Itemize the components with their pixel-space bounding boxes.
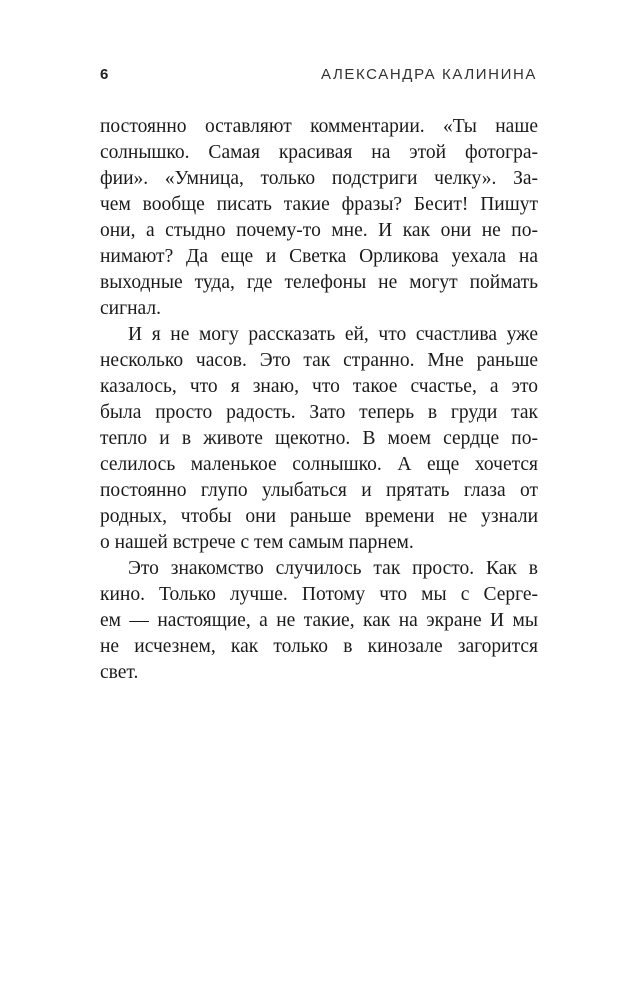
text-line: тепло и в животе щекотно. В моем сердце по- [100, 428, 538, 449]
text-line: Это знакомство случилось так просто. Как в [128, 558, 538, 579]
text-line: И я не могу рассказать ей, что счастлива уже [128, 324, 538, 345]
text-line: фии». «Умница, только подстриги челку». За- [100, 168, 538, 189]
text-line: казалось, что я знаю, что такое счастье, а это [100, 376, 538, 397]
text-line: родных, чтобы они раньше времени не узнали [100, 506, 538, 527]
text-line: свет. [100, 662, 139, 683]
text-line: солнышко. Самая красивая на этой фотогра- [100, 142, 538, 163]
text-line: селилось маленькое солнышко. А еще хочется [100, 454, 538, 475]
text-line: чем вообще писать такие фразы? Бесит! Пишут [100, 194, 538, 215]
paragraph [100, 556, 538, 686]
text-line: нимают? Да еще и Светка Орликова уехала на [100, 246, 538, 267]
page-number: 6 [100, 66, 109, 83]
body-text [100, 114, 538, 686]
text-line: кино. Только лучше. Потому что мы с Серге- [100, 584, 538, 605]
text-line: ем — настоящие, а не такие, как на экране И мы [100, 610, 538, 631]
text-line: была просто радость. Зато теперь в груди так [100, 402, 538, 423]
text-line: несколько часов. Это так странно. Мне раньше [100, 350, 538, 371]
text-line: выходные туда, где телефоны не могут поймать [100, 272, 538, 293]
running-head-author: АЛЕКСАНДРА КАЛИНИНА [321, 66, 537, 83]
text-line: постоянно глупо улыбаться и прятать глаза от [100, 480, 538, 501]
text-line: сигнал. [100, 298, 161, 319]
paragraph [100, 114, 538, 322]
text-line: не исчезнем, как только в кинозале загорится [100, 636, 538, 657]
paragraph [100, 322, 538, 556]
text-line: о нашей встрече с тем самым парнем. [100, 532, 414, 553]
text-line: постоянно оставляют комментарии. «Ты наше [100, 116, 538, 137]
page-header [100, 66, 537, 88]
text-line: они, а стыдно почему-то мне. И как они не по- [100, 220, 538, 241]
